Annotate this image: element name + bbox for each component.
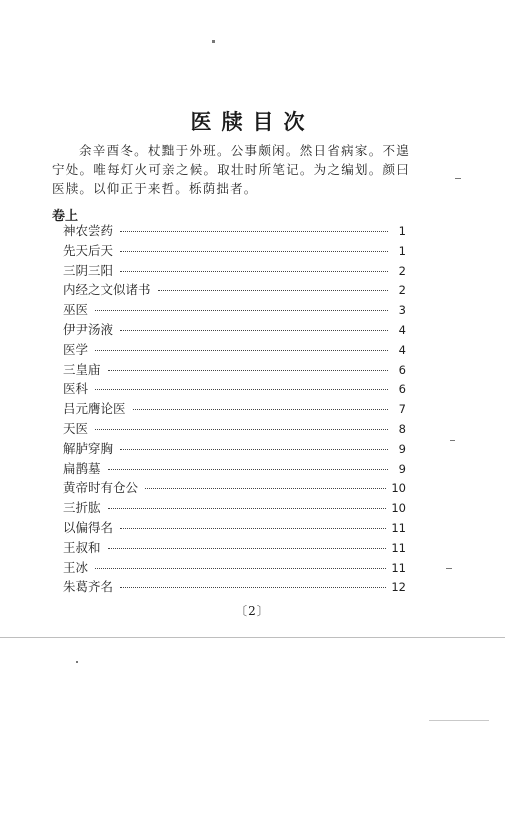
toc-entry-page: 11 xyxy=(391,560,406,575)
toc-entry-page: 9 xyxy=(398,461,406,476)
dot-leader xyxy=(95,350,388,351)
toc-entry-title: 以偏得名 xyxy=(63,519,114,535)
scan-speck xyxy=(212,40,215,43)
dot-leader xyxy=(95,310,388,311)
toc-entry-page: 7 xyxy=(398,402,406,417)
toc-entry-page: 2 xyxy=(398,283,406,298)
toc-entry[interactable] xyxy=(63,577,406,597)
toc-entry[interactable] xyxy=(63,379,406,399)
toc-entry[interactable] xyxy=(63,399,406,419)
toc-entry-title: 先天后天 xyxy=(63,242,114,258)
toc-entry[interactable] xyxy=(63,241,406,261)
toc-entry-page: 9 xyxy=(398,441,406,456)
dot-leader xyxy=(95,568,386,569)
scan-artifact-line xyxy=(0,637,505,638)
dot-leader xyxy=(108,370,388,371)
dot-leader xyxy=(120,271,388,272)
preface-paragraph: 余辛酉冬。杖黜于外班。公事颇闲。然日省病家。不遑宁处。唯每灯火可亲之候。取壮时所笔记。为之编划。颜曰医牍。以仰正于来哲。栎荫拙者。 xyxy=(52,143,410,196)
toc-entry[interactable] xyxy=(63,439,406,459)
toc-entry[interactable] xyxy=(63,558,406,578)
toc-entry-page: 10 xyxy=(391,481,406,496)
toc-entry-title: 天医 xyxy=(63,420,89,436)
toc-entry-title: 王叔和 xyxy=(63,539,101,555)
toc-entry-title: 三皇庙 xyxy=(63,361,101,377)
toc-entry-title: 王冰 xyxy=(63,559,89,575)
dot-leader xyxy=(133,409,388,410)
toc-entry-title: 扁鹊墓 xyxy=(63,460,101,476)
dot-leader xyxy=(108,508,387,509)
dot-leader xyxy=(95,429,388,430)
toc-entry-title: 吕元膺论医 xyxy=(63,401,126,417)
toc-entry-page: 6 xyxy=(398,382,406,397)
toc-entry-page: 11 xyxy=(391,520,406,535)
toc-entry-title: 三阴三阳 xyxy=(63,262,114,278)
toc-entry-page: 12 xyxy=(391,580,406,595)
toc-entry-page: 2 xyxy=(398,263,406,278)
toc-entry-title: 解胪穿胸 xyxy=(63,440,114,456)
toc-entry[interactable] xyxy=(63,300,406,320)
dot-leader xyxy=(95,389,388,390)
volume-heading: 卷上 xyxy=(52,209,79,224)
toc-entry[interactable] xyxy=(63,459,406,479)
toc-entry-title: 神农尝药 xyxy=(63,223,114,238)
page-number: 〔2〕 xyxy=(235,604,270,618)
toc-entry[interactable] xyxy=(63,360,406,380)
scan-speck xyxy=(76,661,78,663)
toc-entry-page: 1 xyxy=(398,224,406,238)
scan-artifact-line xyxy=(429,720,489,721)
toc-entry-title: 朱葛齐名 xyxy=(63,579,114,595)
toc-entry[interactable] xyxy=(63,320,406,340)
dot-leader xyxy=(145,488,386,489)
document-title: 医牍目次 xyxy=(190,110,315,134)
dot-leader xyxy=(158,290,388,291)
dot-leader xyxy=(120,528,386,529)
dot-leader xyxy=(120,330,388,331)
toc-entry-page: 4 xyxy=(398,322,406,337)
toc-entry-page: 11 xyxy=(391,540,406,555)
toc-entry[interactable] xyxy=(63,340,406,360)
toc-entry-title: 内经之文似诸书 xyxy=(63,282,151,298)
dot-leader xyxy=(120,449,388,450)
toc-entry-page: 4 xyxy=(398,342,406,357)
toc-entry-page: 1 xyxy=(398,243,406,258)
dot-leader xyxy=(120,587,386,588)
dot-leader xyxy=(120,231,388,232)
scan-speck xyxy=(455,178,461,179)
dot-leader xyxy=(108,469,388,470)
toc-entry[interactable] xyxy=(63,518,406,538)
toc-entry-title: 黄帝时有仓公 xyxy=(63,480,139,496)
toc-entry[interactable] xyxy=(63,261,406,281)
toc-entry-page: 6 xyxy=(398,362,406,377)
toc-entry-title: 伊尹汤液 xyxy=(63,321,114,337)
scan-speck xyxy=(450,440,455,441)
toc-entry-title: 医科 xyxy=(63,381,89,397)
toc-entry-page: 3 xyxy=(398,303,406,318)
dot-leader xyxy=(120,251,388,252)
dot-leader xyxy=(108,548,387,549)
toc-entry-title: 三折肱 xyxy=(63,500,101,516)
table-of-contents xyxy=(63,221,406,597)
scan-speck xyxy=(446,568,452,569)
toc-entry[interactable] xyxy=(63,280,406,300)
toc-entry-page: 8 xyxy=(398,421,406,436)
toc-entry-page: 10 xyxy=(391,501,406,516)
toc-entry-title: 医学 xyxy=(63,341,89,357)
toc-entry[interactable] xyxy=(63,419,406,439)
toc-entry[interactable] xyxy=(63,478,406,498)
toc-entry[interactable] xyxy=(63,221,406,241)
toc-entry[interactable] xyxy=(63,498,406,518)
toc-entry[interactable] xyxy=(63,538,406,558)
toc-entry-title: 巫医 xyxy=(63,302,89,318)
